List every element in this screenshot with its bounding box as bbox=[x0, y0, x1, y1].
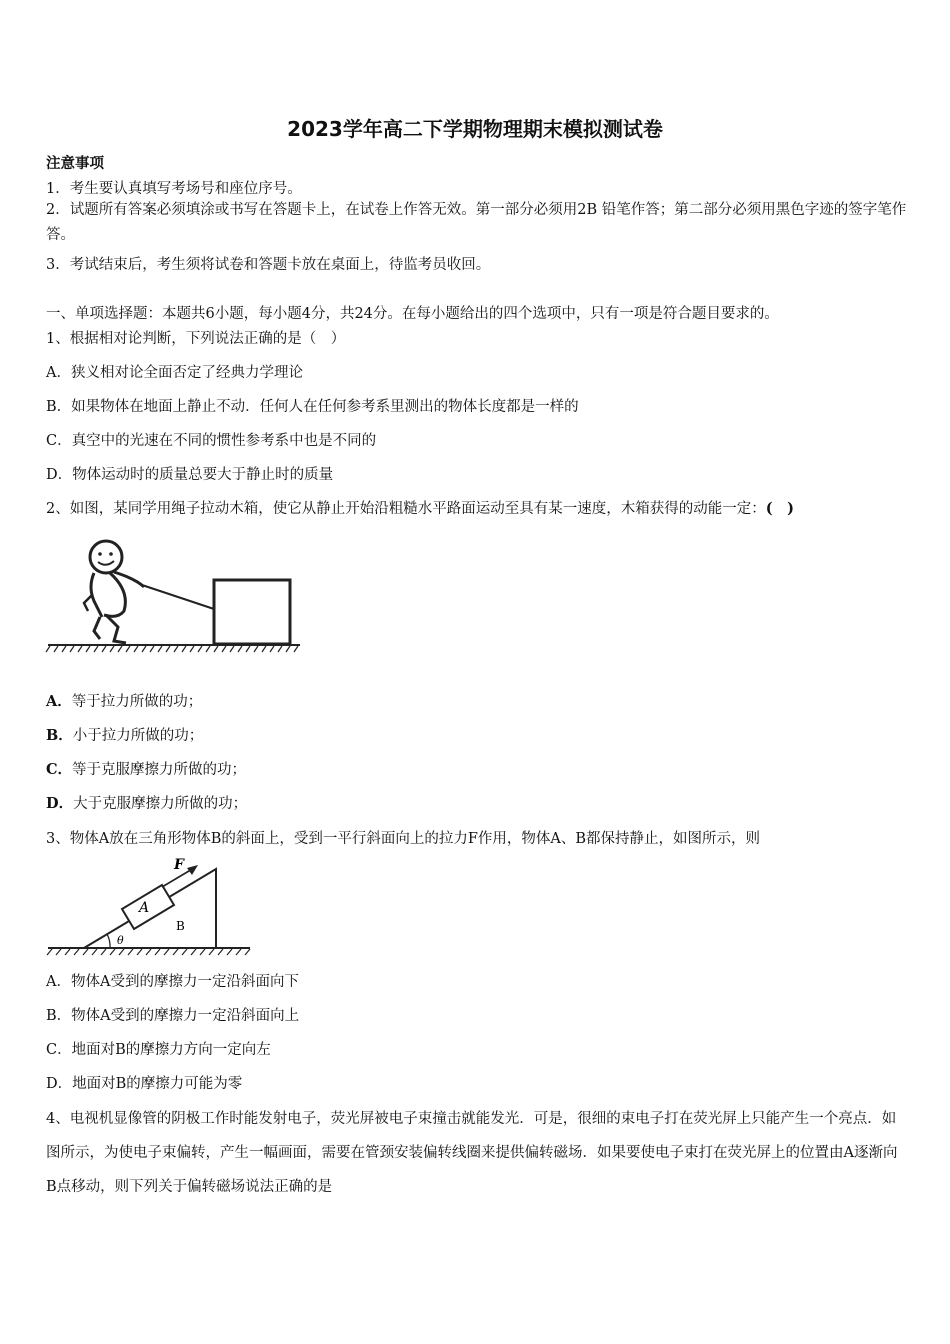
q3-option-b: B．物体A受到的摩擦力一定沿斜面向上 bbox=[46, 1008, 300, 1024]
q1-stem: 1、根据相对论判断，下列说法正确的是（ ） bbox=[46, 331, 346, 347]
q3-angle-label: θ bbox=[117, 934, 124, 947]
q1-option-d: D．物体运动时的质量总要大于静止时的质量 bbox=[46, 467, 334, 483]
q1-option-a: A．狭义相对论全面否定了经典力学理论 bbox=[46, 365, 303, 381]
notice-heading: 注意事项 bbox=[46, 155, 104, 172]
page-title: 2023学年高二下学期物理期末模拟测试卷 bbox=[287, 117, 663, 141]
q3-stem: 3、物体A放在三角形物体B的斜面上，受到一平行斜面向上的拉力F作用，物体A、B都保持静止，如图所示，则 bbox=[46, 831, 761, 847]
notice-item-1: 1．考生要认真填写考场号和座位序号。 bbox=[46, 181, 302, 197]
q3-block-a-label: A bbox=[139, 900, 150, 916]
q3-option-a: A．物体A受到的摩擦力一定沿斜面向下 bbox=[46, 974, 299, 990]
q2-option-c: C．等于克服摩擦力所做的功； bbox=[46, 761, 247, 778]
q3-option-d: D．地面对B的摩擦力可能为零 bbox=[46, 1076, 243, 1092]
q1-option-b: B．如果物体在地面上静止不动．任何人在任何参考系里测出的物体长度都是一样的 bbox=[46, 399, 579, 415]
q2-stem bbox=[46, 497, 794, 518]
q2-answer-paren: ( ) bbox=[765, 500, 794, 517]
section-heading: 一、单项选择题：本题共6小题，每小题4分，共24分。在每小题给出的四个选项中，只有一项是符合题目要求的。 bbox=[46, 306, 779, 322]
q2-stem-text: 2、如图，某同学用绳子拉动木箱，使它从静止开始沿粗糙水平路面运动至具有某一速度，木箱获得的动能一定： bbox=[46, 501, 766, 517]
q3-figure-incline bbox=[44, 853, 254, 957]
q2-figure-person-pulling-box bbox=[44, 535, 306, 657]
notice-item-3: 3．考试结束后，考生须将试卷和答题卡放在桌面上，待监考员收回。 bbox=[46, 257, 491, 273]
notice-item-2: 2．试题所有答案必须填涂或书写在答题卡上，在试卷上作答无效。第一部分必须用2B 铅笔作答；第二部分必须用黑色字迹的签字笔作答。 bbox=[46, 202, 907, 243]
q2-option-a: A．等于拉力所做的功； bbox=[46, 693, 203, 710]
q3-block-b-label: B bbox=[176, 919, 185, 933]
q2-option-b: B．小于拉力所做的功； bbox=[46, 727, 204, 744]
q3-option-c: C．地面对B的摩擦力方向一定向左 bbox=[46, 1042, 271, 1058]
q1-option-c: C．真空中的光速在不同的惯性参考系中也是不同的 bbox=[46, 433, 377, 449]
q2-option-d: D．大于克服摩擦力所做的功； bbox=[46, 795, 248, 812]
q4-stem: 4、电视机显像管的阴极工作时能发射电子，荧光屏被电子束撞击就能发光．可是，很细的束电子打在荧光屏上只能产生一个亮点．如图所示，为使电子束偏转，产生一幅画面，需要在管颈安装偏转线圈来提供偏转磁场．如果要使电子束打在荧光屏上的位置由A逐渐向B点移动，则下列关于偏转磁场说法正确的是 bbox=[46, 1111, 898, 1195]
q3-force-label: F bbox=[174, 857, 184, 873]
